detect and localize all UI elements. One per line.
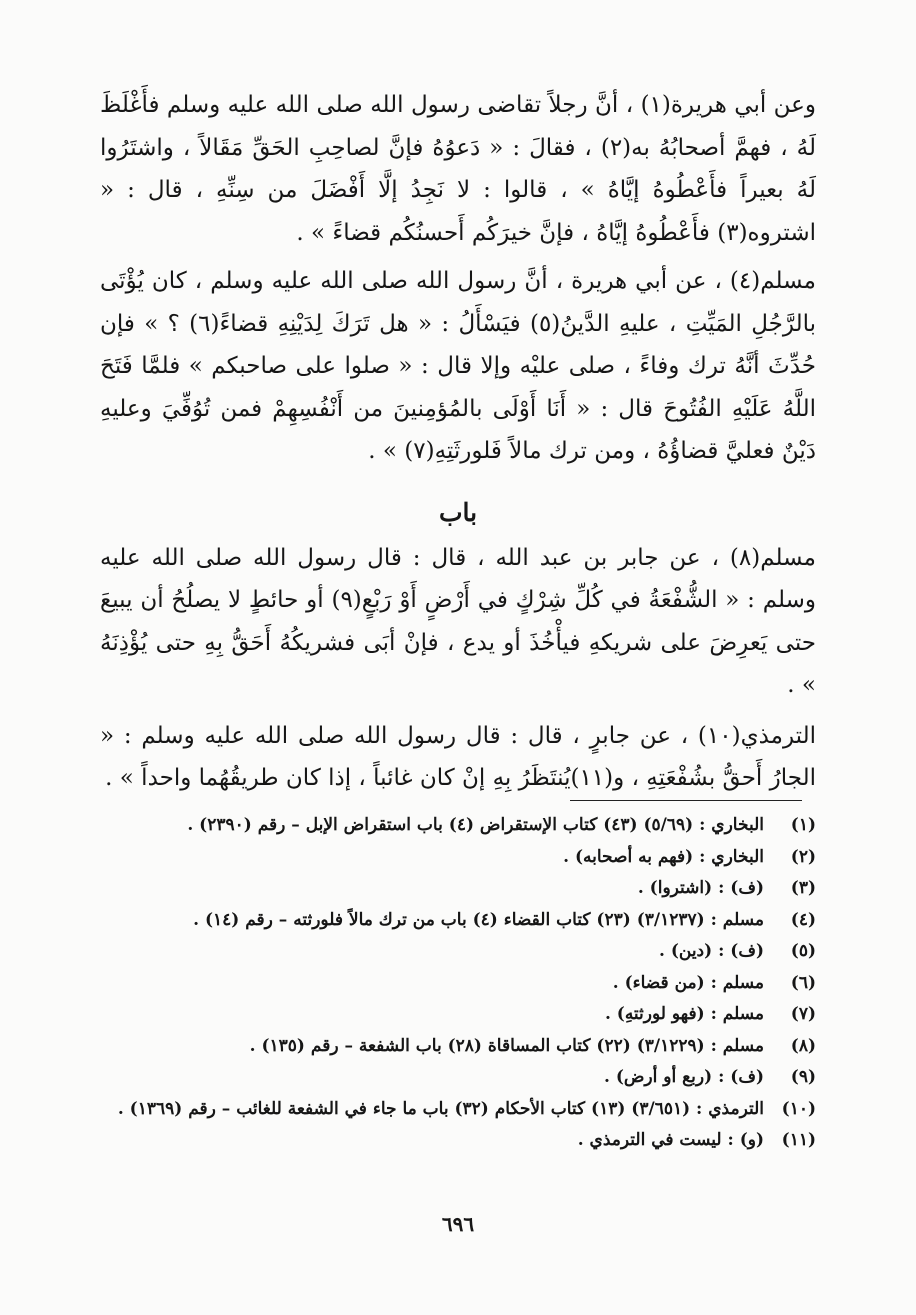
footnote-number: (٣) — [790, 878, 816, 898]
footnote — [100, 810, 816, 842]
footnote-text: (و) : ليست في الترمذي . — [577, 1130, 764, 1150]
footnote — [100, 905, 816, 937]
footnote — [100, 842, 816, 874]
footnote — [100, 873, 816, 905]
footnote — [100, 999, 816, 1031]
paragraph-4: الترمذي(١٠) ، عن جابرٍ ، قال : قال رسول الله صلى الله عليه وسلم : « الجارُ أَحقُّ بشُفْعَتِهِ ، و(١١)يُنتَظَرُ بِهِ إنْ كان غائباً ، إذا كان طريقُهُما واحداً » . — [100, 722, 816, 791]
footnote — [100, 1031, 816, 1063]
footnote-number: (٥) — [790, 941, 816, 961]
footnote — [100, 968, 816, 1000]
footnote-text: مسلم : (فهو لورثتهِ) . — [604, 1004, 764, 1024]
footnote-text: مسلم : (من قضاء) . — [612, 972, 764, 993]
footnote-text: البخاري : (فهم به أصحابه) . — [563, 846, 764, 867]
paragraph-2: مسلم(٤) ، عن أبي هريرة ، أنَّ رسول الله صلى الله عليه وسلم ، كان يُؤْتَى بالرَّجُلِ المَيِّتِ ، عليهِ الدَّينُ(٥) فيَسْأَلُ : « هل تَرَكَ لِدَيْنِهِ قضاءً(٦) ؟ » فإن حُدِّثَ أنَّهُ ترك وفاءً ، صلى عليْه وإلا قال : « صلوا على صاحبكم » فلمَّا فَتَحَ اللَّهُ عَلَيْهِ الفُتُوحَ قال : « أَنَا أَوْلَى بالمُؤمِنينَ من أَنْفُسِهِمْ فمن تُوُفِّيَ وعليهِ دَيْنٌ فعليَّ قضاؤُهُ ، ومن ترك مالاً فَلورثَتِهِ(٧) » . — [100, 268, 816, 464]
footnote-text: (ف) : (اشتروا) . — [637, 878, 764, 898]
footnote-number: (٩) — [790, 1067, 816, 1087]
paragraph-1: وعن أبي هريرة(١) ، أنَّ رجلاً تقاضى رسول الله صلى الله عليه وسلم فأَغْلَظَ لَهُ ، فهمَّ أصحابُهُ به(٢) ، فقالَ : « دَعوُهُ فإنَّ لصاحِبِ الحَقِّ مَقَالاً ، واشتَرُوا لَهُ بعيراً فأَعْطُوهُ إيَّاهُ » ، قالوا : لا نَجِدُ إلَّا أَفْضَلَ من سِنِّهِ ، قال : « اشتروه(٣) فأَعْطُوهُ إيَّاهُ ، فإنَّ خيرَكُم أَحسنُكُم قضاءً » . — [100, 92, 816, 246]
footnote — [100, 936, 816, 968]
footnote — [100, 1062, 816, 1094]
page-number: ٦٩٦ — [441, 1212, 475, 1236]
footnote-number: (١) — [790, 815, 816, 835]
footnote-number: (١٠) — [781, 1098, 816, 1119]
footnote-text: (ف) : (ربع أو أرض) . — [604, 1067, 764, 1087]
footnote-text: مسلم : (٣/١٢٢٩) (٢٢) كتاب المساقاة (٢٨) باب الشفعة – رقم (١٣٥) . — [249, 1035, 764, 1056]
paragraph-3: مسلم(٨) ، عن جابر بن عبد الله ، قال : قال رسول الله صلى الله عليه وسلم : « الشُّفْعَةُ في كُلِّ شِرْكٍ في أَرْضٍ أَوْ رَبْعٍ(٩) أو حائطٍ لا يصلُحُ أن يبيعَ حتى يَعرِضَ على شريكهِ فيأْخُذَ أو يدع ، فإنْ أبَى فشريكُهُ أَحَقُّ بِهِ حتى يُؤْذِنَهُ » . — [100, 544, 816, 698]
section-heading: باب — [438, 497, 478, 527]
footnote-text: (ف) : (دين) . — [659, 941, 764, 961]
footnote-number: (٢) — [790, 846, 816, 867]
footnote-number: (٧) — [790, 1004, 816, 1024]
footnote-text: البخاري : (٥/٦٩) (٤٣) كتاب الإستقراض (٤) باب استقراض الإبل – رقم (٢٣٩٠) . — [187, 815, 764, 835]
footnote — [100, 1094, 816, 1126]
footnote — [100, 1125, 816, 1157]
footnote-text: الترمذي : (٣/٦٥١) (١٣) كتاب الأحكام (٣٢) باب ما جاء في الشفعة للغائب – رقم (١٣٦٩) . — [117, 1098, 764, 1119]
footnote-number: (٦) — [790, 972, 816, 993]
footnotes — [100, 810, 816, 1157]
main-text — [100, 84, 816, 800]
footnote-divider — [570, 800, 802, 801]
footnote-text: مسلم : (٣/١٢٣٧) (٢٣) كتاب القضاء (٤) باب من ترك مالاً فلورثته – رقم (١٤) . — [193, 909, 764, 930]
footnote-number: (٨) — [790, 1035, 816, 1056]
footnote-number: (٤) — [790, 909, 816, 930]
footnote-number: (١١) — [781, 1130, 816, 1150]
